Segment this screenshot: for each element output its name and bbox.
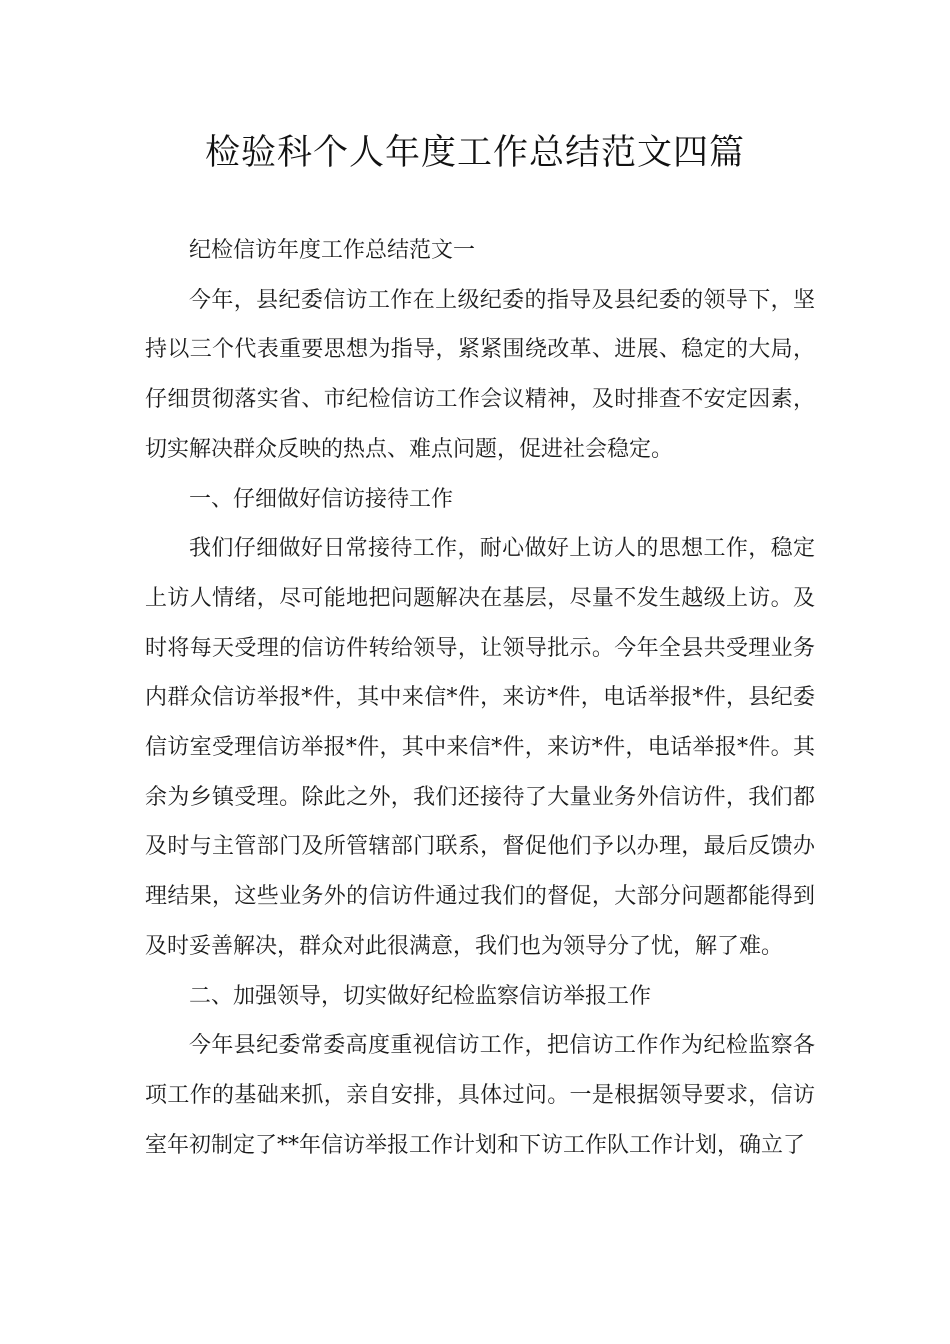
body-paragraph: 今年，县纪委信访工作在上级纪委的指导及县纪委的领导下，坚持以三个代表重要思想为指导，紧紧围绕改革、进展、稳定的大局，仔细贯彻落实省、市纪检信访工作会议精神，及时排查不安定因素，切实解决群众反映的热点、难点问题，促进社会稳定。 [145,287,815,462]
section-heading: 二、加强领导，切实做好纪检监察信访举报工作 [189,983,652,1009]
body-paragraph: 今年县纪委常委高度重视信访工作，把信访工作作为纪检监察各项工作的基础来抓，亲自安排，具体过问。一是根据领导要求，信访室年初制定了**年信访举报工作计划和下访工作队工作计划，确立了 [145,1033,815,1158]
document-title: 检验科个人年度工作总结范文四篇 [204,133,745,173]
section-heading: 一、仔细做好信访接待工作 [189,486,454,512]
body-paragraph: 我们仔细做好日常接待工作，耐心做好上访人的思想工作，稳定上访人情绪，尽可能地把问题解决在基层，尽量不发生越级上访。及时将每天受理的信访件转给领导，让领导批示。今年全县共受理业务内群众信访举报*件，其中来信*件，来访*件，电话举报*件，县纪委信访室受理信访举报*件，其中来信*件，来访*件，电话举报*件。其余为乡镇受理。除此之外，我们还接待了大量业务外信访件，我们都及时与主管部门及所管辖部门联系，督促他们予以办理，最后反馈办理结果，这些业务外的信访件通过我们的督促，大部分问题都能得到及时妥善解决，群众对此很满意，我们也为领导分了忧，解了难。 [145,536,815,959]
section-heading: 纪检信访年度工作总结范文一 [189,238,476,263]
document-body [145,226,815,1170]
